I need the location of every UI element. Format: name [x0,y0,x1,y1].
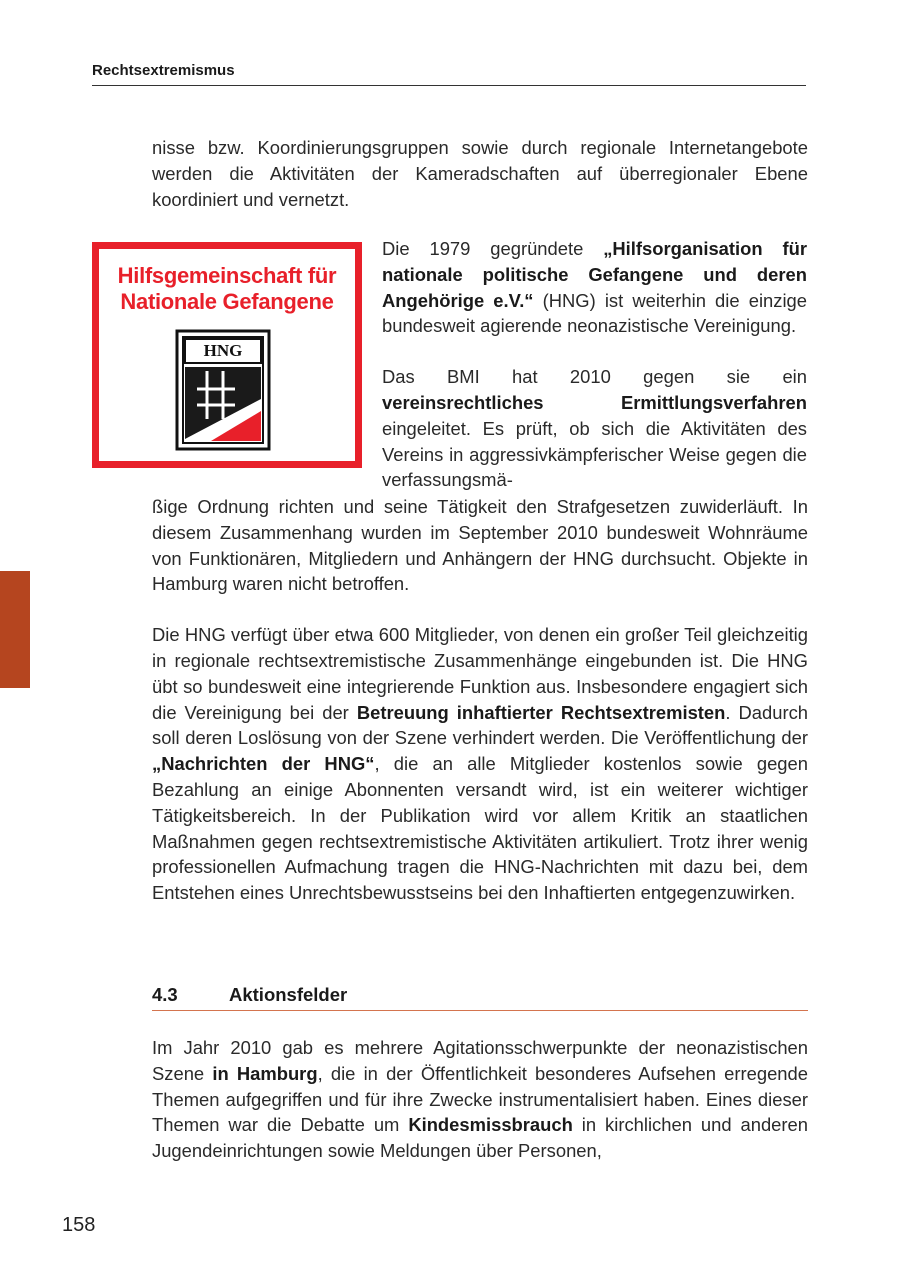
text-run: Das BMI hat 2010 gegen sie ein [382,366,807,388]
main-body [152,494,808,931]
intro-paragraph [152,135,808,237]
text-run: (HNG) ist weiterhin die einzige bundesweit agierende neonazistische Vereinigung. [382,289,807,337]
text-run: , die in der Öffentlichkeit besonderes Aufsehen erregende Themen aufgegriffen und für ihre Zwecke instrumentalisiert haben. Eines dieser Themen war die Debatte um [152,1062,808,1136]
text-run: Im Jahr 2010 gab es mehrere Agitationsschwerpunkte der neonazistischen Szene [152,1037,808,1084]
bmi-continuation: ßige Ordnung richten und seine Tätigkeit den Strafgesetzen zuwiderläuft. In diesem Zusammenhang wurden im September 2010 bundesweit Wohnräume von Funktionären, Mitgliedern und Anhängern der HNG durchsucht. Objekte in Hamburg waren nicht betroffen. [152,496,808,595]
text-run: in kirchlichen und anderen Jugendeinrichtungen sowie Meldungen über Personen, [152,1114,808,1162]
section-body [152,1035,808,1189]
publication-name: „Nachrichten der HNG“ [152,753,375,775]
emphasis: Betreuung inhaftierter Rechtsextremisten [356,701,726,723]
page-number: 158 [62,1214,96,1236]
emphasis: Kindesmissbrauch [408,1114,573,1136]
section-title: Aktionsfelder [229,984,348,1005]
text-run: , die an alle Mitglieder kostenlos sowie gegen Bezahlung an einige Abonnenten versandt wird, ist ein weiterer wichtiger Tätigkeitsbereich. In der Publikation wird vor allem Kritik an staatlichen Maßnahmen gegen rechtsextremistische Aktivitäten artikuliert. Trotz ihrer wenig professionellen Aufmachung tragen die HNG-Nachrichten mit dazu bei, dem Entstehen eines Unrechtsbewusstseins bei den Inhaftierten entgegenzuwirken. [152,753,808,904]
bmi-paragraph [382,364,807,493]
logo-title [99,263,355,315]
text-run: . Dadurch soll deren Loslösung von der Szene verhindert werden. Die Veröffentlichung der [152,701,809,749]
text-run: Die HNG verfügt über etwa 600 Mitglieder, von denen ein großer Teil gleichzeitig in regionale rechtsextremistische Zusammenhänge eingebunden ist. Die HNG übt so bundesweit eine integrierende Funktion aus. Insbesondere engagiert sich die Vereinigung bei der [152,624,808,723]
chapter-side-tab [0,571,30,688]
emphasis: vereinsrechtliches Ermittlungsverfahren [382,391,807,413]
logo-title-line1: Hilfsgemeinschaft für [117,263,337,288]
text-run: Die 1979 gegründete [382,238,604,259]
section-paragraph [152,1035,808,1164]
section-number: 4.3 [152,984,178,1005]
hng-logo [92,242,362,468]
org-name: „Hilfsorganisation für nationale politische Gefangene und deren Angehörige e.V.“ [382,238,807,311]
hng-intro-paragraph [382,236,807,339]
intro-text: nisse bzw. Koordinierungsgruppen sowie durch regionale Internetangebote werden die Aktivitäten der Kameradschaften auf überregionaler Ebene koordiniert und vernetzt. [152,137,808,210]
section-heading [152,984,808,1011]
members-paragraph [152,622,808,906]
text-run: eingeleitet. Es prüft, ob sich die Aktivitäten des Vereins in aggressivkämpferischer Weise gegen die verfassungsmä- [382,417,807,491]
logo-badge-text: HNG [203,341,243,360]
running-head: Rechtsextremismus [92,62,806,86]
emphasis: in Hamburg [212,1062,318,1084]
logo-title-line2: Nationale Gefangene [120,289,334,314]
hng-float-text [382,236,807,518]
